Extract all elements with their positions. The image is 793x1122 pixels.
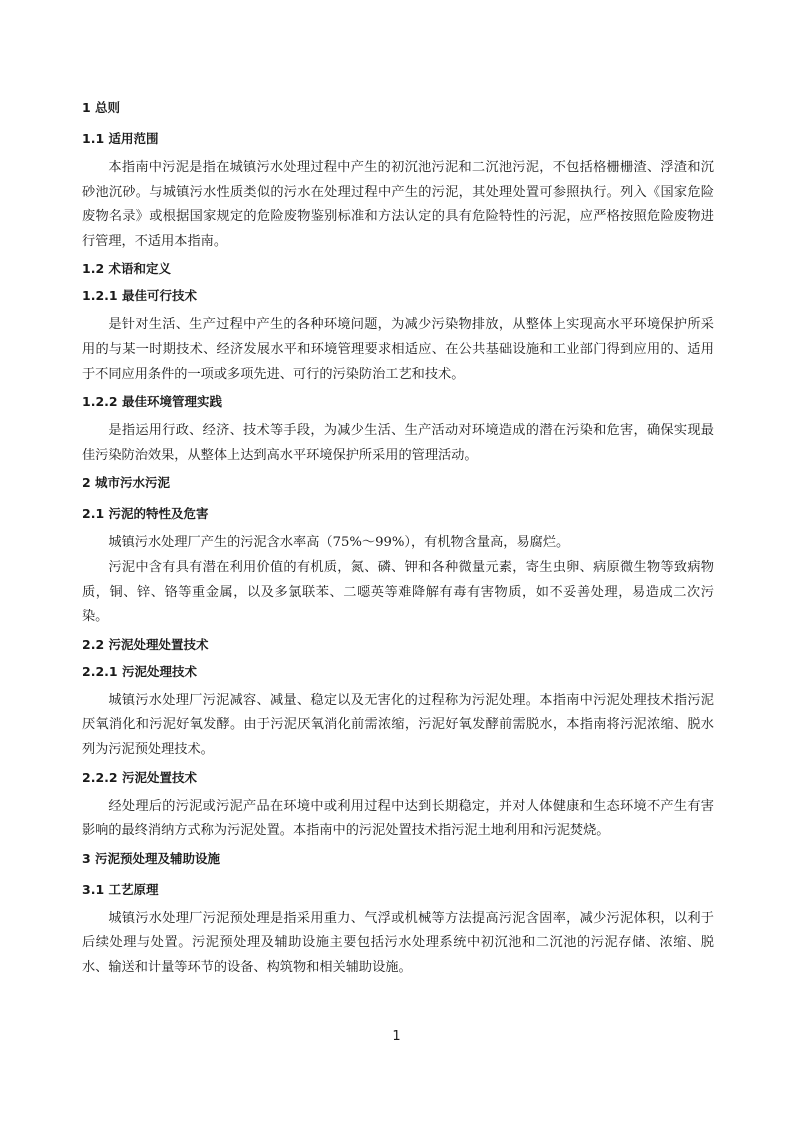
paragraph-process-principle: 城镇污水处理厂污泥预处理是指采用重力、气浮或机械等方法提高污泥含固率，减少污泥体积，以利于后续处理与处置。污泥预处理及辅助设施主要包括污水处理系统中初沉池和二沉池的污泥存储、浓缩、脱水、输送和计量等环节的设备、构筑物和相关辅助设施。 (82, 910, 714, 975)
heading-sludge-disposal: 2.2.2 污泥处置技术 (82, 769, 197, 785)
paragraph-sludge-disposal: 经处理后的污泥或污泥产品在环境中或利用过程中达到长期稳定，并对人体健康和生态环境不产生有害影响的最终消纳方式称为污泥处置。本指南中的污泥处置技术指污泥土地利用和污泥焚烧。 (82, 798, 714, 839)
heading-general: 1 总则 (82, 100, 121, 115)
paragraph-sludge-characteristics-2: 污泥中含有具有潜在利用价值的有机质，氮、磷、钾和各种微量元素，寄生虫卵、病原微生物等致病物质，铜、锌、铬等重金属，以及多氯联苯、二噁英等难降解有毒有害物质，如不妥善处理，易造成二次污染。 (82, 559, 714, 625)
paragraph-best-available-technique: 是针对生活、生产过程中产生的各种环境问题，为减少污染物排放，从整体上实现高水平环境保护所采用的与某一时期技术、经济发展水平和环境管理要求相适应、在公共基础设施和工业部门得到应用的、适用于不同应用条件的一项或多项先进、可行的污染防治工艺和技术。 (82, 317, 714, 382)
page-body (82, 98, 714, 985)
heading-urban-sludge: 2 城市污水污泥 (82, 475, 171, 491)
heading-sludge-treatment-disposal: 2.2 污泥处理处置技术 (82, 636, 209, 652)
heading-process-principle: 3.1 工艺原理 (82, 881, 159, 897)
page-number: 1 (392, 1029, 401, 1044)
paragraph-best-environmental-practice: 是指运用行政、经济、技术等手段，为减少生活、生产活动对环境造成的潜在污染和危害，确保实现最佳污染防治效果，从整体上达到高水平环境保护所采用的管理活动。 (82, 423, 714, 463)
heading-sludge-treatment: 2.2.1 污泥处理技术 (82, 663, 197, 679)
heading-terms: 1.2 术语和定义 (82, 261, 171, 277)
heading-sludge-characteristics: 2.1 污泥的特性及危害 (82, 506, 209, 522)
paragraph-sludge-characteristics-1: 城镇污水处理厂产生的污泥含水率高（75%～99%），有机物含量高，易腐烂。 (108, 535, 570, 551)
heading-best-available-technique: 1.2.1 最佳可行技术 (82, 288, 197, 304)
heading-scope: 1.1 适用范围 (82, 131, 159, 146)
heading-pretreatment: 3 污泥预处理及辅助设施 (82, 850, 221, 866)
heading-best-environmental-practice: 1.2.2 最佳环境管理实践 (82, 394, 222, 410)
paragraph-scope: 本指南中污泥是指在城镇污水处理过程中产生的初沉池污泥和二沉池污泥，不包括格栅栅渣、浮渣和沉砂池沉砂。与城镇污水性质类似的污水在处理过程中产生的污泥，其处理处置可参照执行。列入《国家危险废物名录》或根据国家规定的危险废物鉴别标准和方法认定的具有危险特性的污泥，应严格按照危险废物进行管理，不适用本指南。 (82, 160, 714, 249)
paragraph-sludge-treatment: 城镇污水处理厂污泥减容、减量、稳定以及无害化的过程称为污泥处理。本指南中污泥处理技术指污泥厌氧消化和污泥好氧发酵。由于污泥厌氧消化前需浓缩，污泥好氧发酵前需脱水，本指南将污泥浓缩、脱水列为污泥预处理技术。 (82, 692, 714, 757)
